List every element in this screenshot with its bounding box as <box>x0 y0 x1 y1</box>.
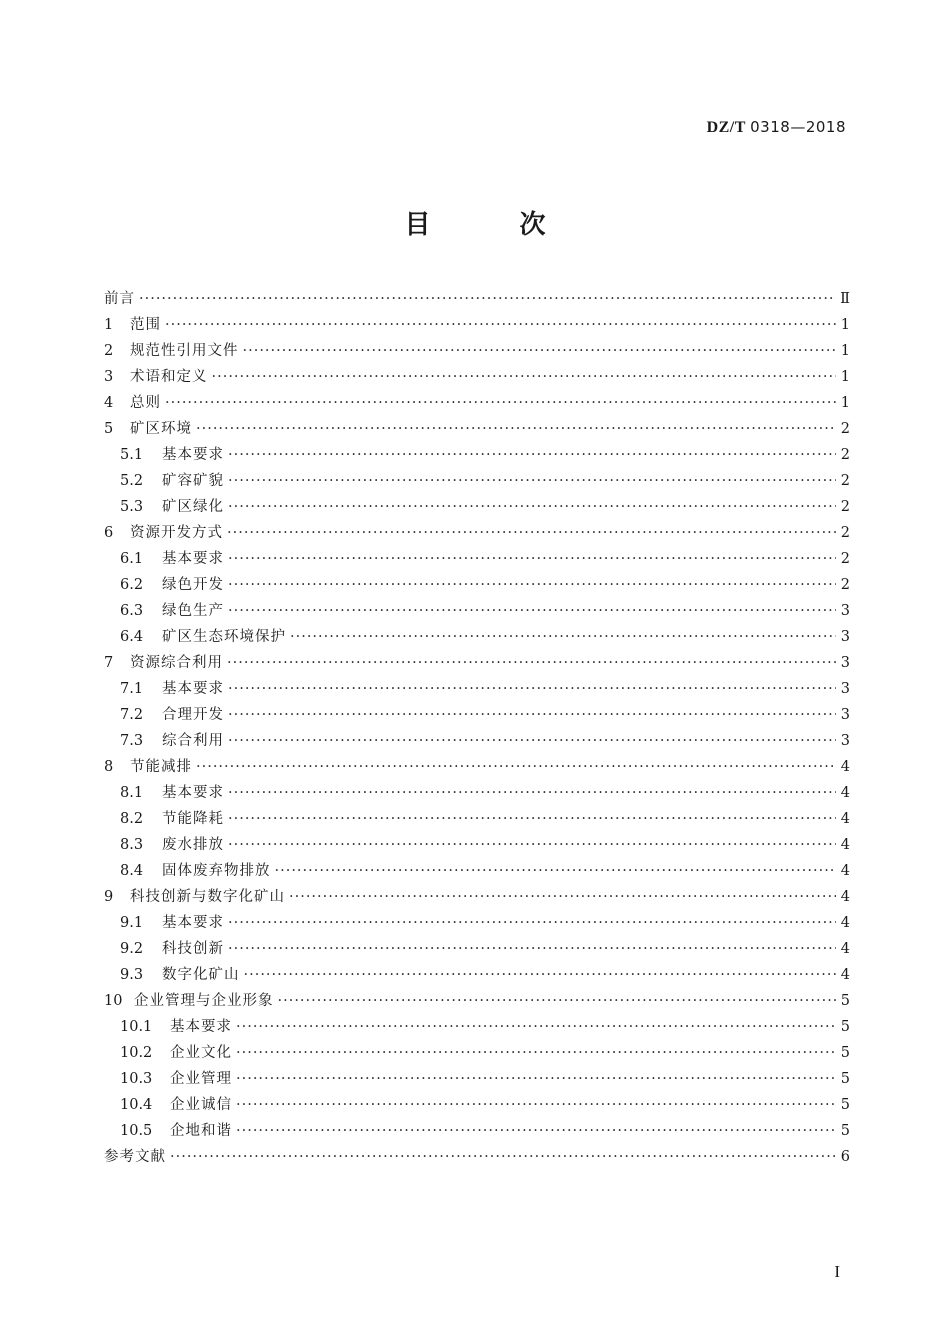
toc-entry-title: 节能降耗 <box>162 811 224 827</box>
toc-entry-title: 规范性引用文件 <box>130 343 239 359</box>
table-of-contents <box>104 286 850 1170</box>
toc-entry-number: 8.1 <box>120 785 144 801</box>
toc-entry-page: 2 <box>840 551 850 567</box>
dot-leader <box>170 1144 836 1170</box>
toc-entry-label <box>104 754 192 780</box>
dot-leader <box>244 962 837 988</box>
toc-entry-label <box>104 988 274 1014</box>
dot-leader <box>228 676 836 702</box>
toc-entry-page: 4 <box>840 863 850 879</box>
toc-entry[interactable] <box>104 910 850 936</box>
toc-entry-label <box>120 598 224 624</box>
toc-entry-page: 2 <box>840 525 850 541</box>
toc-entry-number: 7 <box>104 655 114 671</box>
dot-leader <box>227 650 836 676</box>
standard-prefix: DZ/T <box>706 119 746 136</box>
dot-leader <box>228 494 836 520</box>
toc-entry-page: 2 <box>840 447 850 463</box>
toc-entry[interactable] <box>104 988 850 1014</box>
toc-entry-label <box>120 728 224 754</box>
toc-entry-label <box>120 1040 232 1066</box>
toc-entry-title: 基本要求 <box>162 915 224 931</box>
dot-leader <box>243 338 837 364</box>
toc-entry[interactable] <box>104 312 850 338</box>
toc-entry-number: 9 <box>104 889 114 905</box>
toc-entry[interactable] <box>104 364 850 390</box>
toc-entry-number: 8.3 <box>120 837 144 853</box>
toc-entry-label <box>104 884 285 910</box>
toc-entry-label <box>104 338 239 364</box>
toc-entry[interactable] <box>104 572 850 598</box>
dot-leader <box>236 1092 836 1118</box>
toc-entry-number: 10.5 <box>120 1123 153 1139</box>
toc-entry[interactable] <box>104 702 850 728</box>
toc-entry[interactable] <box>104 1092 850 1118</box>
toc-entry-number: 10.2 <box>120 1045 153 1061</box>
toc-entry-title: 基本要求 <box>170 1019 232 1035</box>
toc-entry-number: 7.1 <box>120 681 144 697</box>
toc-entry-number: 9.2 <box>120 941 144 957</box>
toc-entry-page: 4 <box>840 811 850 827</box>
dot-leader <box>228 546 836 572</box>
toc-entry-title: 矿区绿化 <box>162 499 224 515</box>
toc-entry-page: 2 <box>840 499 850 515</box>
toc-entry-label <box>120 494 224 520</box>
toc-entry-page: 3 <box>840 603 850 619</box>
dot-leader <box>236 1066 836 1092</box>
toc-entry-number: 10.4 <box>120 1097 153 1113</box>
toc-entry-label <box>104 650 223 676</box>
toc-entry-number: 8 <box>104 759 114 775</box>
toc-entry-page: 5 <box>840 1097 850 1113</box>
dot-leader <box>236 1014 836 1040</box>
toc-entry-title: 企业管理与企业形象 <box>134 993 274 1009</box>
toc-entry-page: 4 <box>840 759 850 775</box>
toc-entry-title: 矿区环境 <box>130 421 192 437</box>
toc-entry-page: 5 <box>840 993 850 1009</box>
toc-entry[interactable] <box>104 754 850 780</box>
dot-leader <box>228 910 836 936</box>
toc-entry-number: 8.2 <box>120 811 144 827</box>
toc-entry[interactable] <box>104 468 850 494</box>
dot-leader <box>227 520 836 546</box>
toc-entry-title: 术语和定义 <box>130 369 208 385</box>
toc-entry-number: 2 <box>104 343 114 359</box>
toc-entry-label <box>120 780 224 806</box>
toc-entry-page: 3 <box>840 733 850 749</box>
toc-entry-page: 4 <box>840 837 850 853</box>
toc-entry-page: 4 <box>840 785 850 801</box>
toc-entry-title: 矿容矿貌 <box>162 473 224 489</box>
toc-entry[interactable] <box>104 806 850 832</box>
toc-entry-label <box>120 702 224 728</box>
toc-entry-label <box>120 936 224 962</box>
toc-entry-number: 6.4 <box>120 629 144 645</box>
toc-entry-label <box>104 286 135 312</box>
toc-entry-title: 节能减排 <box>130 759 192 775</box>
toc-entry[interactable] <box>104 1118 850 1144</box>
toc-entry-page: 1 <box>840 343 850 359</box>
toc-entry[interactable] <box>104 676 850 702</box>
toc-entry-number: 9.1 <box>120 915 144 931</box>
toc-entry[interactable] <box>104 728 850 754</box>
toc-entry[interactable] <box>104 598 850 624</box>
toc-entry-title: 基本要求 <box>162 551 224 567</box>
toc-entry-page: 1 <box>840 395 850 411</box>
toc-entry[interactable] <box>104 546 850 572</box>
toc-entry-title: 范围 <box>130 317 161 333</box>
toc-entry-number: 6.2 <box>120 577 144 593</box>
toc-entry[interactable] <box>104 1014 850 1040</box>
dot-leader <box>165 312 836 338</box>
toc-entry-number: 4 <box>104 395 114 411</box>
toc-entry-page: 3 <box>840 629 850 645</box>
dot-leader <box>139 286 836 312</box>
toc-entry-number: 10 <box>104 993 123 1009</box>
dot-leader <box>228 806 836 832</box>
dot-leader <box>228 728 836 754</box>
standard-code <box>707 118 846 137</box>
toc-entry-page: 2 <box>840 577 850 593</box>
toc-entry-number: 8.4 <box>120 863 144 879</box>
toc-entry-number: 5 <box>104 421 114 437</box>
toc-entry-title: 废水排放 <box>162 837 224 853</box>
toc-entry-label <box>120 676 224 702</box>
toc-entry-page: 4 <box>840 915 850 931</box>
toc-entry-title: 企地和谐 <box>170 1123 232 1139</box>
toc-entry-title: 合理开发 <box>162 707 224 723</box>
toc-entry-page: 5 <box>840 1019 850 1035</box>
dot-leader <box>289 884 836 910</box>
toc-entry-page: 5 <box>840 1071 850 1087</box>
toc-entry[interactable] <box>104 390 850 416</box>
toc-entry-label <box>120 572 224 598</box>
toc-entry-page: 2 <box>840 473 850 489</box>
toc-entry-number: 6.3 <box>120 603 144 619</box>
toc-entry-label <box>120 962 240 988</box>
toc-entry-label <box>104 390 161 416</box>
dot-leader <box>236 1040 836 1066</box>
toc-entry[interactable] <box>104 1040 850 1066</box>
dot-leader <box>196 416 836 442</box>
toc-entry-title: 总则 <box>130 395 161 411</box>
toc-entry-number: 10.3 <box>120 1071 153 1087</box>
toc-entry-title: 科技创新与数字化矿山 <box>130 889 285 905</box>
toc-entry[interactable] <box>104 494 850 520</box>
toc-entry-label <box>120 858 271 884</box>
toc-entry-number: 5.1 <box>120 447 144 463</box>
toc-entry-number: 9.3 <box>120 967 144 983</box>
toc-entry-label <box>120 442 224 468</box>
toc-entry-title: 固体废弃物排放 <box>162 863 271 879</box>
toc-entry[interactable] <box>104 1144 850 1170</box>
dot-leader <box>278 988 837 1014</box>
dot-leader <box>196 754 836 780</box>
toc-entry-title: 基本要求 <box>162 681 224 697</box>
toc-entry-number: 5.2 <box>120 473 144 489</box>
dot-leader <box>228 598 836 624</box>
toc-entry-label <box>120 832 224 858</box>
toc-entry-label <box>120 1118 232 1144</box>
toc-entry[interactable] <box>104 1066 850 1092</box>
dot-leader <box>228 468 836 494</box>
toc-entry[interactable] <box>104 416 850 442</box>
dot-leader <box>228 702 836 728</box>
toc-entry-label <box>120 468 224 494</box>
toc-entry-label <box>104 1144 166 1170</box>
toc-entry-title: 基本要求 <box>162 447 224 463</box>
toc-entry-label <box>104 416 192 442</box>
toc-entry-number: 7.3 <box>120 733 144 749</box>
toc-entry-title: 参考文献 <box>104 1149 166 1165</box>
toc-entry-page: 4 <box>840 967 850 983</box>
toc-entry-number: 1 <box>104 317 114 333</box>
toc-entry-page: 3 <box>840 681 850 697</box>
toc-entry[interactable] <box>104 884 850 910</box>
toc-entry-label <box>120 624 286 650</box>
toc-entry-label <box>120 1092 232 1118</box>
toc-entry-title: 科技创新 <box>162 941 224 957</box>
dot-leader <box>290 624 836 650</box>
toc-entry-number: 6.1 <box>120 551 144 567</box>
toc-entry-title: 基本要求 <box>162 785 224 801</box>
toc-entry-label <box>120 546 224 572</box>
dot-leader <box>228 572 836 598</box>
toc-entry-page: Ⅱ <box>840 291 850 307</box>
toc-entry[interactable] <box>104 520 850 546</box>
toc-entry-title: 矿区生态环境保护 <box>162 629 286 645</box>
page-number: I <box>834 1262 840 1281</box>
toc-entry-title: 前言 <box>104 291 135 307</box>
toc-entry-number: 10.1 <box>120 1019 153 1035</box>
toc-entry-label <box>104 364 208 390</box>
toc-entry[interactable] <box>104 624 850 650</box>
toc-entry-page: 5 <box>840 1123 850 1139</box>
toc-entry-title: 综合利用 <box>162 733 224 749</box>
toc-entry-number: 3 <box>104 369 114 385</box>
toc-entry-page: 4 <box>840 889 850 905</box>
toc-entry-title: 数字化矿山 <box>162 967 240 983</box>
toc-entry[interactable] <box>104 338 850 364</box>
toc-entry[interactable] <box>104 780 850 806</box>
toc-entry-page: 1 <box>840 369 850 385</box>
toc-entry-number: 7.2 <box>120 707 144 723</box>
toc-entry[interactable] <box>104 650 850 676</box>
dot-leader <box>228 832 836 858</box>
toc-entry-label <box>120 910 224 936</box>
toc-entry-page: 1 <box>840 317 850 333</box>
dot-leader <box>212 364 837 390</box>
toc-entry-page: 6 <box>840 1149 850 1165</box>
toc-entry-number: 6 <box>104 525 114 541</box>
dot-leader <box>228 780 836 806</box>
toc-entry-title: 企业诚信 <box>170 1097 232 1113</box>
toc-entry-label <box>120 1014 232 1040</box>
toc-entry[interactable] <box>104 286 850 312</box>
page-title: 目 次 <box>404 210 586 240</box>
toc-entry-label <box>104 312 161 338</box>
dot-leader <box>236 1118 836 1144</box>
dot-leader <box>228 936 836 962</box>
toc-entry-label <box>120 1066 232 1092</box>
toc-entry[interactable] <box>104 962 850 988</box>
dot-leader <box>165 390 836 416</box>
toc-entry-title: 绿色开发 <box>162 577 224 593</box>
dot-leader <box>228 442 836 468</box>
toc-entry[interactable] <box>104 442 850 468</box>
toc-entry-page: 5 <box>840 1045 850 1061</box>
toc-entry-title: 资源开发方式 <box>130 525 223 541</box>
toc-entry-page: 4 <box>840 941 850 957</box>
toc-entry-title: 绿色生产 <box>162 603 224 619</box>
dot-leader <box>275 858 837 884</box>
standard-number: 0318—2018 <box>750 118 846 136</box>
toc-entry-title: 企业文化 <box>170 1045 232 1061</box>
toc-entry-page: 3 <box>840 707 850 723</box>
toc-entry-label <box>104 520 223 546</box>
toc-entry-page: 3 <box>840 655 850 671</box>
toc-entry[interactable] <box>104 858 850 884</box>
toc-entry-title: 资源综合利用 <box>130 655 223 671</box>
toc-entry-title: 企业管理 <box>170 1071 232 1087</box>
toc-entry[interactable] <box>104 936 850 962</box>
toc-entry-number: 5.3 <box>120 499 144 515</box>
toc-entry-label <box>120 806 224 832</box>
toc-entry[interactable] <box>104 832 850 858</box>
toc-entry-page: 2 <box>840 421 850 437</box>
